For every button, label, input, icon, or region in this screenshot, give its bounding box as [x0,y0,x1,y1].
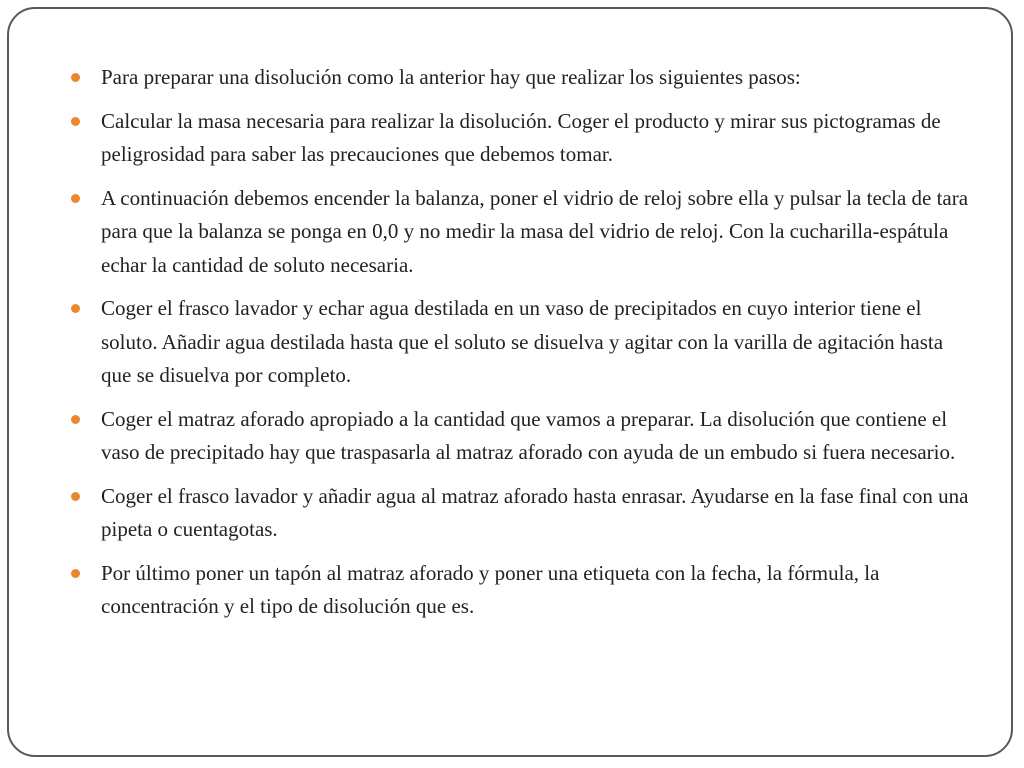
bullet-dot-icon [71,73,80,82]
bullet-item-intro [71,61,971,95]
bullet-dot-icon [71,304,80,313]
bullet-dot-icon [71,569,80,578]
bullet-text: Por último poner un tapón al matraz aforado y poner una etiqueta con la fecha, la fórmula, la concentración y el tipo de disolución que es. [101,560,880,618]
bullet-dot-icon [71,415,80,424]
bullet-text: Coger el matraz aforado apropiado a la cantidad que vamos a preparar. La disolución que contiene el vaso de precipitado hay que traspasarla al matraz aforado con ayuda de un embudo si fuera necesario. [101,406,956,464]
bullet-text: Calcular la masa necesaria para realizar la disolución. Coger el producto y mirar sus pictogramas de peligrosidad para saber las precauciones que debemos tomar. [101,108,941,166]
bullet-text: Para preparar una disolución como la anterior hay que realizar los siguientes pasos: [101,65,801,89]
bullet-dot-icon [71,492,80,501]
bullet-text: Coger el frasco lavador y añadir agua al matraz aforado hasta enrasar. Ayudarse en la fase final con una pipeta o cuentagotas. [101,483,969,541]
slide-frame [7,7,1013,757]
bullet-item-step-5 [71,480,971,547]
bullet-text: A continuación debemos encender la balanza, poner el vidrio de reloj sobre ella y pulsar la tecla de tara para que la balanza se ponga en 0,0 y no medir la masa del vidrio de reloj. Con la cucharilla-espátula echar la cantidad de soluto necesaria. [101,185,969,277]
bullet-item-step-3 [71,292,971,393]
bullet-dot-icon [71,117,80,126]
bullet-item-step-1 [71,105,971,172]
bullet-item-step-4 [71,403,971,470]
bullet-item-step-6 [71,557,971,624]
bullet-list [71,61,971,634]
bullet-text: Coger el frasco lavador y echar agua destilada en un vaso de precipitados en cuyo interior tiene el soluto. Añadir agua destilada hasta que el soluto se disuelva y agitar con la varilla de agitación hasta que se disuelva por completo. [101,296,944,387]
bullet-item-step-2 [71,182,971,283]
bullet-dot-icon [71,194,80,203]
